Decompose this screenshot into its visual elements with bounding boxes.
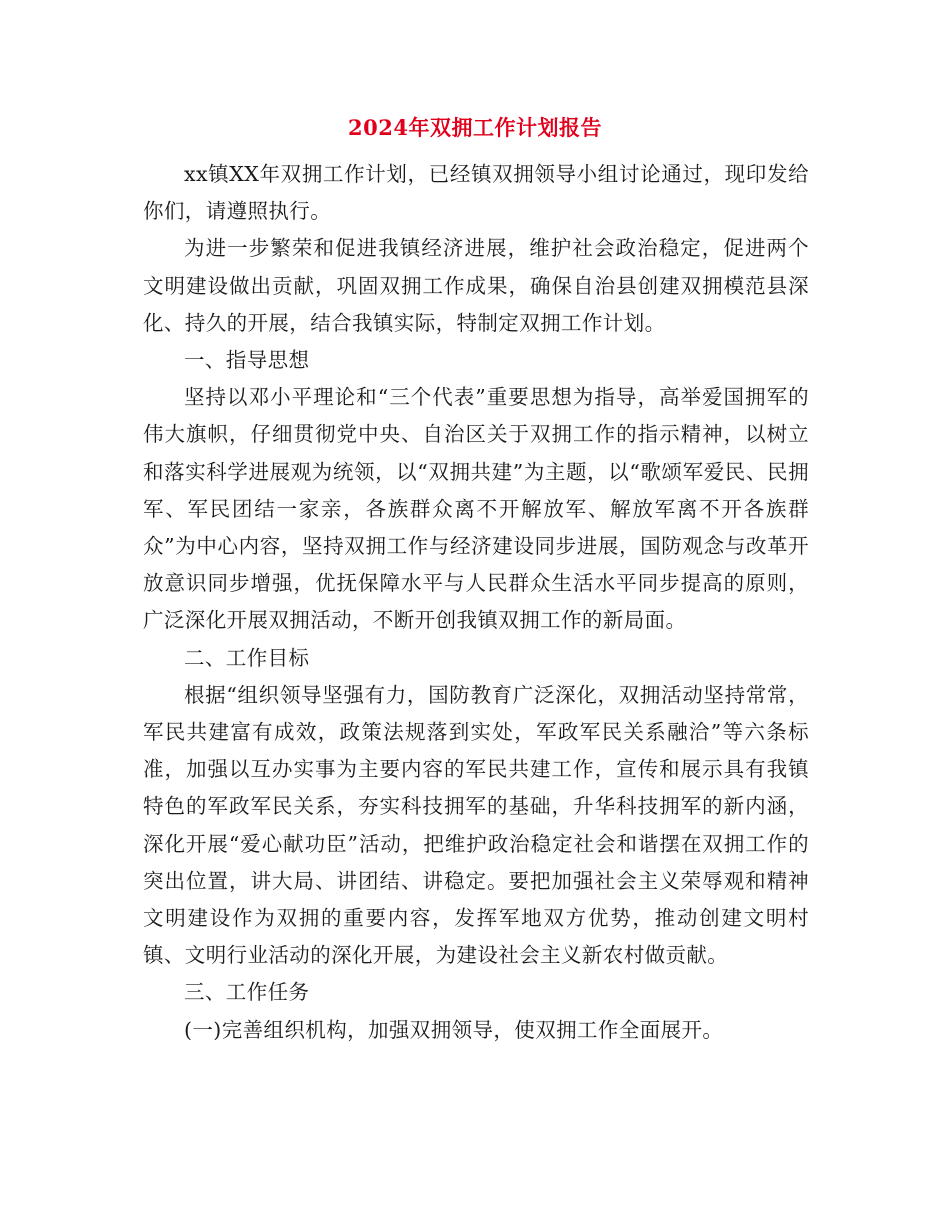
section-heading-work-goals: 二、工作目标 [184,645,310,670]
paragraph-purpose: 为进一步繁荣和促进我镇经济进展，维护社会政治稳定，促进两个文明建设做出贡献，巩固双拥工作成果，确保自治县创建双拥模范县深化、持久的开展，结合我镇实际，特制定双拥工作计划。 [143,236,809,335]
section-heading-guiding-ideology: 一、指导思想 [184,348,310,373]
section-heading-work-tasks: 三、工作任务 [184,980,310,1005]
paragraph-guiding-ideology: 坚持以邓小平理论和“三个代表”重要思想为指导，高举爱国拥军的伟大旗帜，仔细贯彻党中央、自治区关于双拥工作的指示精神，以树立和落实科学进展观为统领，以“双拥共建”为主题，以“歌颂军爱民、民拥军、军民团结一家亲，各族群众离不开解放军、解放军离不开各族群众”为中心内容，坚持双拥工作与经济建设同步进展，国防观念与改革开放意识同步增强，优抚保障水平与人民群众生活水平同步提高的原则，广泛深化开展双拥活动，不断开创我镇双拥工作的新局面。 [143,385,809,633]
document-title: 2024年双拥工作计划报告 [348,115,602,140]
paragraph-work-goals: 根据“组织领导坚强有力，国防教育广泛深化，双拥活动坚持常常，军民共建富有成效，政策法规落到实处，军政军民关系融洽”等六条标准，加强以互办实事为主要内容的军民共建工作，宣传和展示具有我镇特色的军政军民关系，夯实科技拥军的基础，升华科技拥军的新内涵，深化开展“爱心献功臣”活动，把维护政治稳定社会和谐摆在双拥工作的突出位置，讲大局、讲团结、讲稳定。要把加强社会主义荣辱观和精神文明建设作为双拥的重要内容，发挥军地双方优势，推动创建文明村镇、文明行业活动的深化开展，为建设社会主义新农村做贡献。 [143,682,809,968]
paragraph-intro: xx镇XX年双拥工作计划，已经镇双拥领导小组讨论通过，现印发给你们，请遵照执行。 [143,162,809,224]
document-body [143,156,809,1049]
paragraph-task-one: (一)完善组织机构，加强双拥领导，使双拥工作全面展开。 [184,1017,724,1042]
